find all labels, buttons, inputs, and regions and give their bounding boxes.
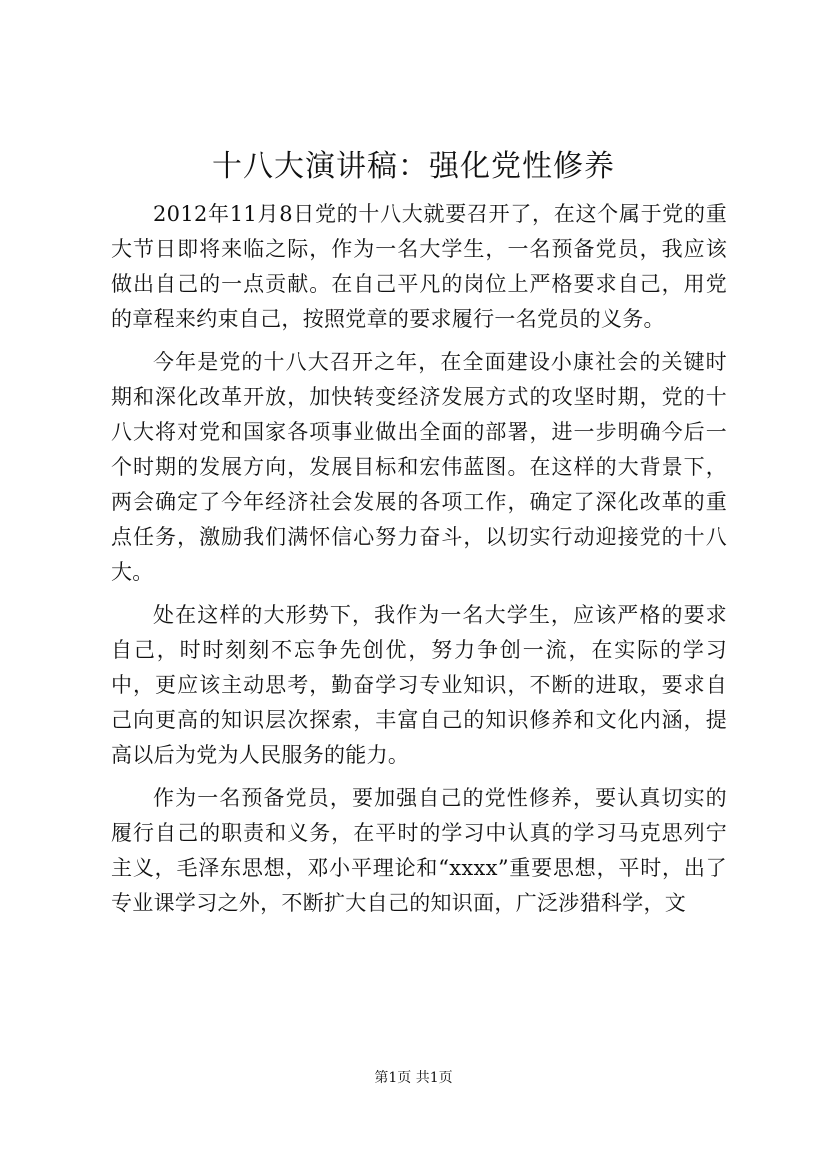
- page-number-footer: 第1页 共1页: [374, 1070, 453, 1086]
- paragraph: 处在这样的大形势下，我作为一名大学生，应该严格的要求自己，时时刻刻不忘争先创优，努力争创一流，在实际的学习中，更应该主动思考，勤奋学习专业知识，不断的进取，要求自己向更高的知识层次探索，丰富自己的知识修养和文化内涵，提高以后为党为人民服务的能力。: [111, 603, 727, 767]
- paragraph: 作为一名预备党员，要加强自己的党性修养，要认真切实的履行自己的职责和义务，在平时的学习中认真的学习马克思列宁主义，毛泽东思想，邓小平理论和“xxxx”重要思想，平时，出了专业课学习之外，不断扩大自己的知识面，广泛涉猎科学，文: [111, 786, 727, 915]
- paragraph: 今年是党的十八大召开之年，在全面建设小康社会的关键时期和深化改革开放，加快转变经济发展方式的攻坚时期，党的十八大将对党和国家各项事业做出全面的部署，进一步明确今后一个时期的发展方向，发展目标和宏伟蓝图。在这样的大背景下，两会确定了今年经济社会发展的各项工作，确定了深化改革的重点任务，激励我们满怀信心努力奋斗，以切实行动迎接党的十八大。: [111, 350, 727, 584]
- document-body: [111, 197, 727, 921]
- paragraph: 2012年11月8日党的十八大就要召开了，在这个属于党的重大节日即将来临之际，作为一名大学生，一名预备党员，我应该做出自己的一点贡献。在自己平凡的岗位上严格要求自己，用党的章程来约束自己，按照党章的要求履行一名党员的义务。: [111, 202, 727, 331]
- document-title: 十八大演讲稿：强化党性修养: [212, 149, 615, 184]
